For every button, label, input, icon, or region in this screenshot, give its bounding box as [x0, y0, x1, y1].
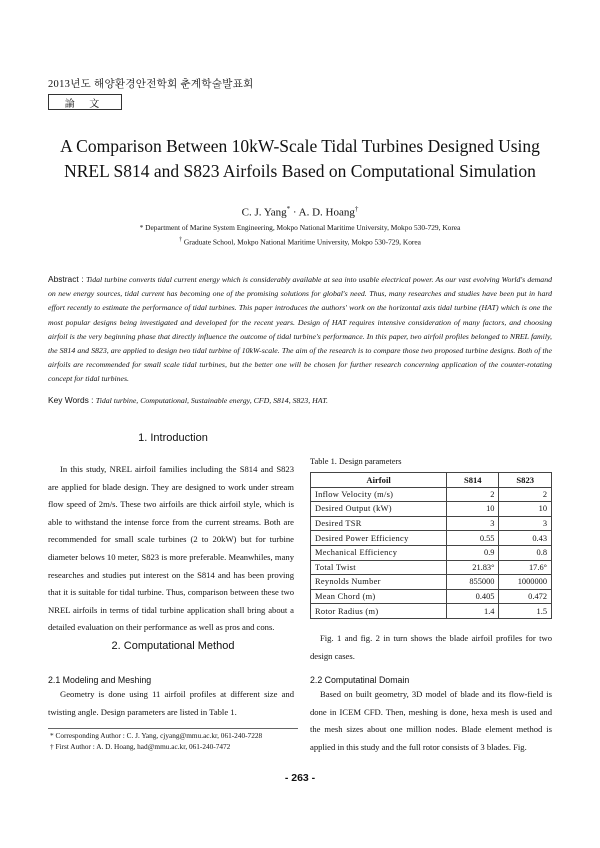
abstract	[48, 272, 552, 387]
footnote-corresponding-author: * Corresponding Author : C. J. Yang, cjyang@mmu.ac.kr, 061-240-7228	[50, 731, 263, 740]
table-cell: Rotor Radius (m)	[311, 604, 447, 619]
abstract-text: Tidal turbine converts tidal current energy which is considerably available at sea into usable electrical power. As our vast evolving World's demand on new energy sources, tidal current has becoming one of the promising solutions for global's need. Thus, many researches and studies have been put in hard effort recently to estimate the performance of tidal turbines. This paper introduces the authors' work on the horizontal axis tidal turbine (HAT) which is one the most popular designs being investigated and developed for the recent years. Design of HAT requires intensive consideration of many factors, and choosing airfoil is the very beginning phase that directly influence the outcome of tidal turbine's performance. In this paper, two airfoil profiles belonged to NREL family, the S814 and S823, are applied to design two tidal turbine of 10kW-scale. The aim of the research is to compare those two proposed turbine designs. Both of the airfoils are recommended for small scale tidal turbines, but the better one will be chosen for further research concerning application of the counter-rotating concept for tidal turbines.	[48, 275, 552, 384]
table-cell: Total Twist	[311, 560, 447, 575]
affiliation-2-text: Graduate School, Mokpo National Maritime University, Mokpo 530-729, Korea	[183, 237, 421, 247]
table-cell: 3	[499, 516, 552, 531]
subsection-2-1-heading: 2.1 Modeling and Meshing	[48, 675, 152, 685]
design-parameters-table	[310, 472, 552, 619]
table-cell: Desired TSR	[311, 516, 447, 531]
section-introduction-heading: 1. Introduction	[138, 432, 208, 444]
table-cell: 0.55	[447, 531, 499, 546]
table-cell: 0.405	[447, 589, 499, 604]
keywords-label: Key Words :	[48, 395, 96, 405]
introduction-paragraph: In this study, NREL airfoil families including the S814 and S823 are applied for blade design. They are designed to work under stream flow speed of 2m/s. These two airfoils are thick airfoil style, which is able to withstand the intense force from the current streams. Both are recommended for small scale turbines (2 to 20kW) but for turbine diameter belows 10 meter, S823 is more preferable. Meanwhiles, many researches and studies put interest on the S814 and has been proving that it is suitable for tidal turbine. Thus, comparison between these two NREL airfoils in terms of tidal turbine application shall bring about a detailed evaluation on their performance as well as pros and cons.	[48, 464, 294, 633]
table-caption: Table 1. Design parameters	[310, 457, 402, 466]
author-line	[0, 205, 600, 219]
table-row	[311, 589, 552, 604]
table-row	[311, 575, 552, 590]
footnote-first-author: † First Author : A. D. Hoang, had@mmu.ac.kr, 061-240-7472	[50, 742, 231, 751]
title-line-2: NREL S814 and S823 Airfoils Based on Computational Simulation	[64, 161, 536, 181]
table-header-row	[311, 473, 552, 488]
table-cell: 17.6°	[499, 560, 552, 575]
table-cell: Reynolds Number	[311, 575, 447, 590]
table-cell: Mean Chord (m)	[311, 589, 447, 604]
table-cell: 2	[447, 487, 499, 502]
table-row	[311, 560, 552, 575]
title-line-1: A Comparison Between 10kW-Scale Tidal Turbines Designed Using	[60, 136, 540, 156]
section-method-heading: 2. Computational Method	[111, 640, 235, 652]
subsection-2-2-paragraph: Based on built geometry, 3D model of blade and its flow-field is done in ICEM CFD. Then, meshing is done, hexa mesh is used and the mesh sizes about one million nodes. Blade element method is applied in this study and the full rotor consists of 3 blades. Fig.	[310, 689, 552, 752]
affiliation-2	[0, 237, 600, 246]
page-number: - 263 -	[284, 772, 316, 784]
author-2: A. D. Hoang	[298, 206, 355, 219]
affiliation-1	[0, 223, 600, 232]
paper-title	[40, 134, 560, 184]
table-cell: 0.43	[499, 531, 552, 546]
table-row	[311, 516, 552, 531]
table-row	[311, 487, 552, 502]
table-cell: 10	[499, 502, 552, 517]
table-header-cell: S823	[499, 473, 552, 488]
figure-reference-paragraph: Fig. 1 and fig. 2 in turn shows the blade airfoil profiles for two design cases.	[310, 633, 552, 661]
author-separator: ·	[290, 206, 299, 219]
affiliation-1-text: Department of Marine System Engineering, Mokpo National Maritime University, Mokpo 530-729, Korea	[145, 223, 461, 232]
table-cell: 2	[499, 487, 552, 502]
table-cell: 0.472	[499, 589, 552, 604]
author-2-mark: †	[354, 205, 359, 213]
conference-name: 2013년도 해양환경안전학회 춘계학술발표회	[48, 79, 254, 90]
subsection-2-2-heading: 2.2 Computatinal Domain	[310, 675, 410, 685]
table-row	[311, 545, 552, 560]
table-cell: Mechanical Efficiency	[311, 545, 447, 560]
affiliation-1-mark: *	[139, 223, 144, 232]
footnote-divider	[48, 728, 298, 729]
affiliation-2-mark: †	[179, 237, 183, 243]
author-1: C. J. Yang	[241, 206, 287, 219]
table-cell: Desired Output (kW)	[311, 502, 447, 517]
table-cell: 855000	[447, 575, 499, 590]
table-row	[311, 604, 552, 619]
table-cell: Desired Power Efficiency	[311, 531, 447, 546]
subsection-2-1-paragraph: Geometry is done using 11 airfoil profiles at different size and twisting angle. Design parameters are listed in Table 1.	[48, 689, 294, 717]
table-cell: 0.9	[447, 545, 499, 560]
table-header-cell: S814	[447, 473, 499, 488]
table-cell: 1.5	[499, 604, 552, 619]
keywords-text: Tidal turbine, Computational, Sustainable energy, CFD, S814, S823, HAT.	[95, 396, 328, 405]
table-cell: 3	[447, 516, 499, 531]
abstract-label: Abstract :	[48, 274, 87, 284]
table-cell: 1000000	[499, 575, 552, 590]
table-cell: 1.4	[447, 604, 499, 619]
table-row	[311, 531, 552, 546]
keywords	[48, 395, 328, 405]
paper-type-box: 論 文	[48, 94, 122, 110]
table-row	[311, 502, 552, 517]
author-1-mark: *	[286, 205, 291, 213]
table-cell: 21.83°	[447, 560, 499, 575]
table-cell: 10	[447, 502, 499, 517]
table-header-cell: Airfoil	[311, 473, 447, 488]
table-cell: 0.8	[499, 545, 552, 560]
table-cell: Inflow Velocity (m/s)	[311, 487, 447, 502]
